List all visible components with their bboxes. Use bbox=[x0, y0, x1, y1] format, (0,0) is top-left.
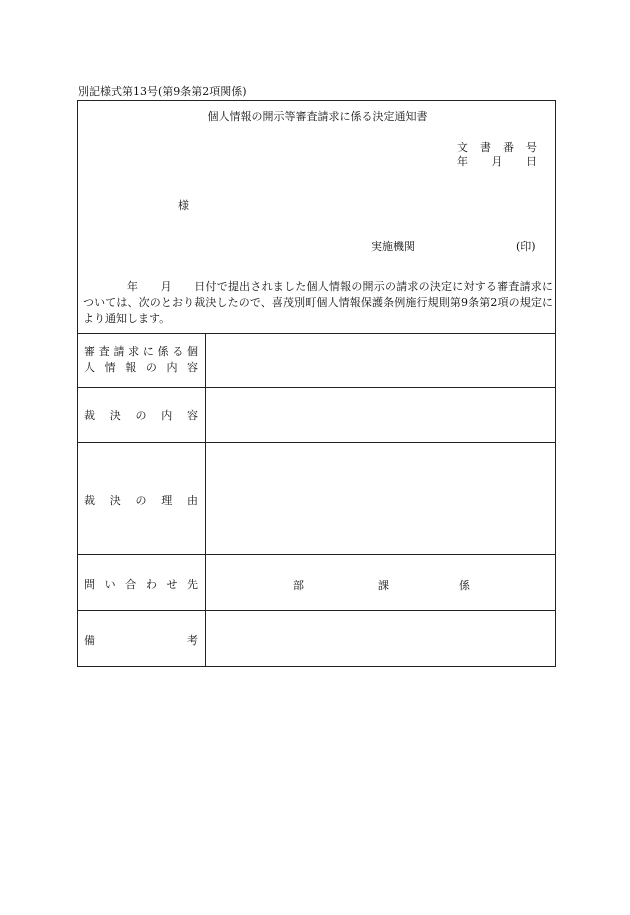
table-divider bbox=[78, 610, 555, 611]
row-label-line: 審 査 請 求 に 係 る 個 bbox=[84, 345, 199, 358]
contact-section: 課 bbox=[378, 579, 389, 592]
document-number-label: 文 書 番 号 bbox=[457, 141, 537, 154]
row-label-line: 人 情 報 の 内 容 bbox=[84, 361, 199, 374]
form-title: 個人情報の開示等審査請求に係る決定通知書 bbox=[207, 110, 428, 123]
issuer-label: 実施機関 bbox=[371, 240, 415, 253]
table-divider bbox=[78, 387, 555, 388]
contact-department: 部 bbox=[293, 579, 304, 592]
date-label: 年 月 日 bbox=[457, 155, 537, 168]
notice-form bbox=[77, 100, 556, 667]
table-divider bbox=[78, 442, 555, 443]
row-label-decision-content: 裁 決 の 内 容 bbox=[84, 409, 198, 422]
table-divider bbox=[78, 554, 555, 555]
addressee-suffix: 様 bbox=[178, 199, 189, 212]
seal-mark: (印) bbox=[516, 240, 536, 253]
row-label-personal-info bbox=[84, 344, 198, 376]
form-caption: 別記様式第13号(第9条第2項関係) bbox=[78, 85, 247, 98]
contact-unit: 係 bbox=[459, 579, 470, 592]
row-label-contact: 問 い 合 わ せ 先 bbox=[84, 578, 199, 591]
notice-body-text: 年 月 日付で提出されました個人情報の開示の請求の決定に対する審査請求については、次のとおり裁決したので、喜茂別町個人情報保護条例施行規則第9条第2項の規定により通知します。 bbox=[83, 280, 553, 325]
row-label-decision-reason: 裁 決 の 理 由 bbox=[84, 494, 198, 507]
table-column-divider bbox=[205, 333, 206, 666]
table-divider bbox=[78, 333, 555, 334]
row-label-remarks: 備 考 bbox=[84, 634, 198, 647]
